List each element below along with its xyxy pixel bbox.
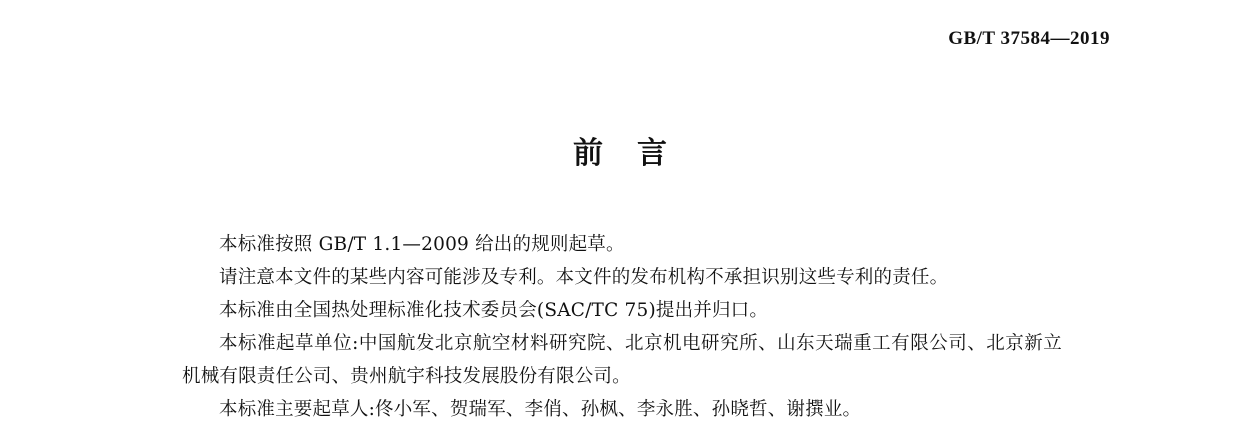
paragraph: 本标准由全国热处理标准化技术委员会(SAC/TC 75)提出并归口。 xyxy=(219,300,769,321)
standard-number-header: GB/T 37584—2019 xyxy=(948,28,1110,49)
paragraph: 本标准主要起草人:佟小军、贺瑞军、李俏、孙枫、李永胜、孙晓哲、谢撰业。 xyxy=(219,399,862,420)
paragraph: 本标准按照 GB/T 1.1—2009 给出的规则起草。 xyxy=(219,234,625,255)
page-title: 前言 xyxy=(573,136,701,171)
foreword-body xyxy=(182,228,1062,426)
paragraph: 本标准起草单位:中国航发北京航空材料研究院、北京机电研究所、山东天瑞重工有限公司、北京新立机械有限责任公司、贵州航宇科技发展股份有限公司。 xyxy=(182,333,1062,387)
paragraph: 请注意本文件的某些内容可能涉及专利。本文件的发布机构不承担识别这些专利的责任。 xyxy=(219,267,949,288)
